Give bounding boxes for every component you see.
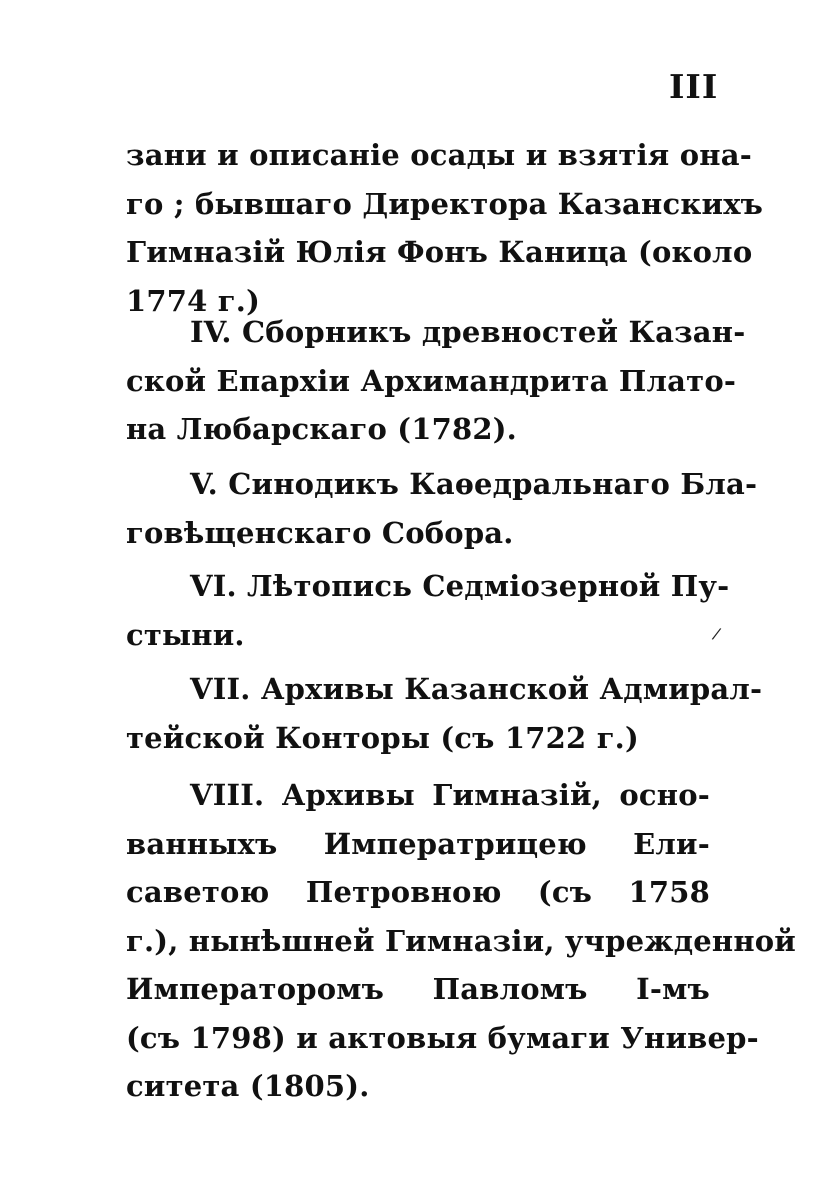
page-number: III xyxy=(669,67,719,106)
text-line: на Любарскаго (1782). xyxy=(126,412,517,446)
text-line: Императоромъ Павломъ I-мъ xyxy=(126,972,710,1006)
text-line: VIII. Архивы Гимназiй, осно- xyxy=(190,778,710,812)
text-line: 1774 г.) xyxy=(126,283,260,318)
text-line: зани и описанiе осады и взятiя она- xyxy=(126,138,752,172)
text-line: г.), нынѣшней Гимназiи, учрежденной xyxy=(126,923,796,958)
paragraph-vi xyxy=(126,562,730,659)
text-line: IV. Сборникъ древностей Казан- xyxy=(190,315,746,349)
text-line: говѣщенскаго Собора. xyxy=(126,515,514,550)
text-line: ской Епархiи Архимандрита Плато- xyxy=(126,363,737,398)
stray-mark-icon: / xyxy=(710,623,723,644)
text-line: го ; бывшаго Директора Казанскихъ xyxy=(126,186,764,221)
text-line: Гимназiй Юлiя Фонъ Каница (около xyxy=(126,235,753,269)
text-line: тейской Конторы (съ 1722 г.) xyxy=(126,720,639,755)
text-line: VII. Архивы Казанской Адмирал- xyxy=(190,672,763,706)
text-line: стыни. xyxy=(126,617,245,652)
text-line: VI. Лѣтопись Седмiозерной Пу- xyxy=(190,569,730,603)
text-line: саветою Петровною (съ 1758 xyxy=(126,875,710,909)
text-line: (съ 1798) и актовыя бумаги Универ- xyxy=(126,1020,759,1055)
text-line: ванныхъ Императрицею Ели- xyxy=(126,826,710,861)
paragraph-v xyxy=(126,460,758,557)
paragraph-iv xyxy=(126,308,746,454)
paragraph-continuation xyxy=(126,131,764,325)
text-line: V. Синодикъ Каѳедральнаго Бла- xyxy=(190,467,758,501)
text-line: ситета (1805). xyxy=(126,1069,370,1103)
paragraph-vii xyxy=(126,665,763,762)
paragraph-viii xyxy=(126,771,796,1111)
